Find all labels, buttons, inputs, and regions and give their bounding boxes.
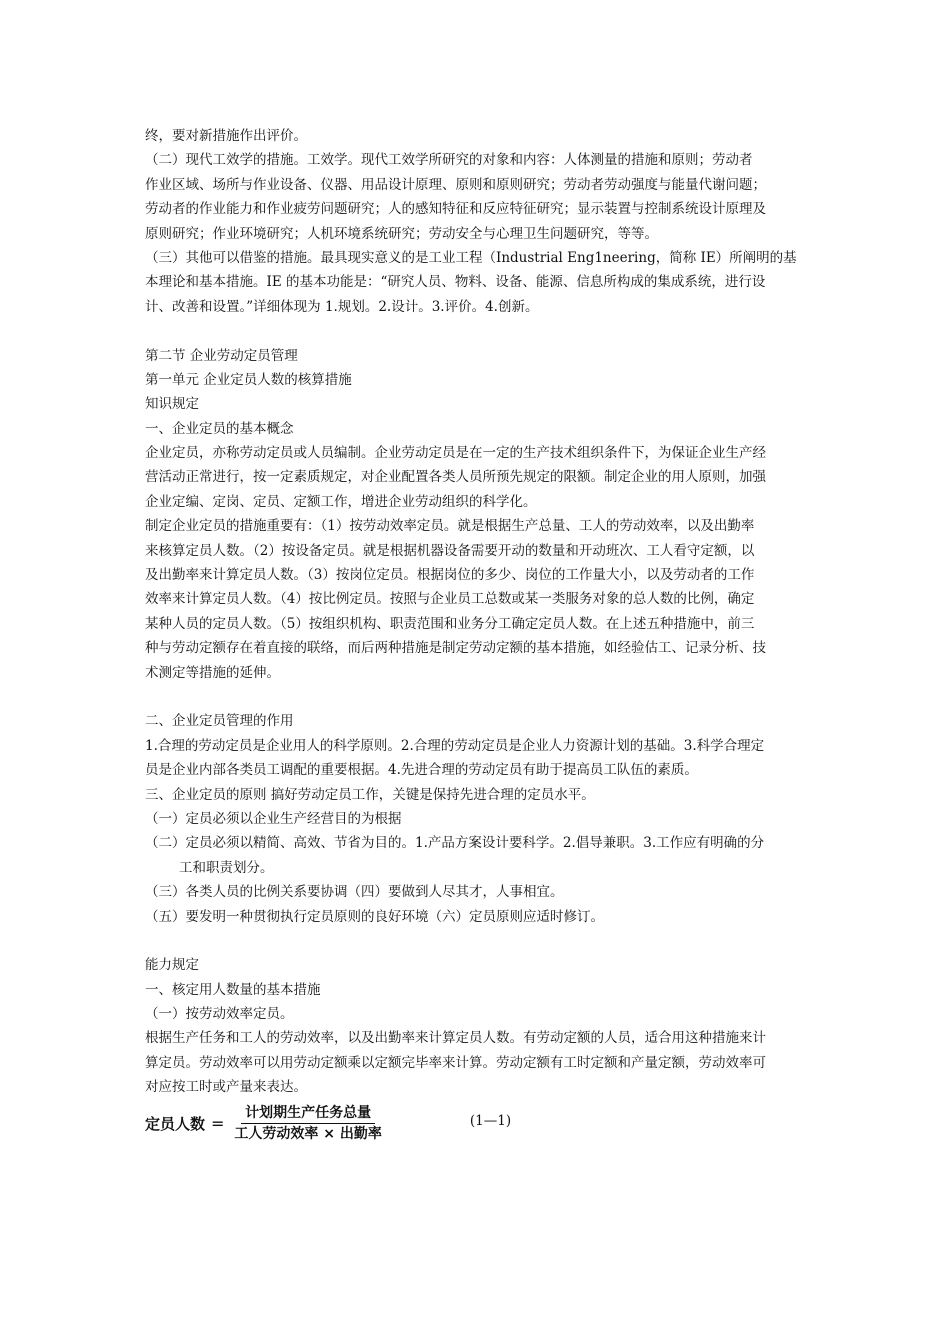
text-line: 终，要对新措施作出评价。 (145, 128, 307, 144)
text-line: 本理论和基本措施。IE 的基本功能是：“研究人员、物料、设备、能源、信息所构成的集成系统，进行设 (145, 274, 766, 291)
text-line: 企业定员，亦称劳动定员或人员编制。企业劳动定员是在一定的生产技术组织条件下，为保证企业生产经 (145, 445, 766, 462)
text-line: 种与劳动定额存在着直接的联络，而后两种措施是制定劳动定额的基本措施，如经验估工、记录分析、技 (145, 640, 766, 657)
subheading: 一、核定用人数量的基本措施 (145, 981, 321, 998)
text-line: 1.合理的劳动定员是企业用人的科学原则。2.合理的劳动定员是企业人力资源计划的基础。3.科学合理定 (145, 737, 765, 754)
text-line: 术测定等措施的延伸。 (145, 664, 280, 681)
text-line: （一）定员必须以企业生产经营目的为根据 (145, 810, 402, 827)
formula-number: (1—1) (469, 1112, 512, 1129)
text-line: （二）现代工效学的措施。工效学。现代工效学所研究的对象和内容：人体测量的措施和原则；劳动者 (145, 152, 753, 169)
subheading: 能力规定 (145, 957, 199, 974)
formula-equals: = (211, 1114, 225, 1134)
section-heading: 第二节 企业劳动定员管理 (145, 347, 298, 364)
text-line: 工和职责划分。 (179, 859, 274, 876)
text-line: 制定企业定员的措施重要有：（1）按劳动效率定员。就是根据生产总量、工人的劳动效率，以及出勤率 (145, 518, 755, 535)
text-line: 对应按工时或产量来表达。 (145, 1079, 307, 1096)
blank-line (145, 685, 815, 709)
formula-fraction (230, 1104, 385, 1143)
text-line: 某种人员的定员人数。（5）按组织机构、职责范围和业务分工确定定员人数。在上述五种措施中，前三 (145, 615, 755, 632)
text-line: （五）要发明一种贯彻执行定员原则的良好环境（六）定员原则应适时修订。 (145, 908, 604, 925)
text-line: 及出勤率来计算定员人数。（3）按岗位定员。根据岗位的多少、岗位的工作量大小，以及劳动者的工作 (145, 567, 755, 584)
text-line: 劳动者的作业能力和作业疲劳问题研究；人的感知特征和反应特征研究；显示装置与控制系统设计原理及 (145, 201, 766, 218)
formula-lhs: 定员人数 (145, 1115, 206, 1134)
document-body (145, 124, 815, 1144)
text-line: （一）按劳动效率定员。 (145, 1006, 294, 1023)
text-line: 作业区域、场所与作业设备、仪器、用品设计原理、原则和原则研究；劳动者劳动强度与能量代谢问题； (145, 176, 766, 193)
blank-line (145, 929, 815, 953)
subheading: 知识规定 (145, 396, 199, 413)
subheading: 一、企业定员的基本概念 (145, 420, 294, 437)
formula-denominator: 工人劳动效率 × 出勤率 (234, 1126, 382, 1143)
text-line: 原则研究；作业环境研究；人机环境系统研究；劳动安全与心理卫生问题研究，等等。 (145, 225, 658, 242)
text-line: 营活动正常进行，按一定素质规定，对企业配置各类人员所预先规定的限额。制定企业的用人原则，加强 (145, 469, 766, 486)
unit-heading: 第一单元 企业定员人数的核算措施 (145, 371, 352, 388)
text-line: （三）各类人员的比例关系要协调（四）要做到人尽其才，人事相宜。 (145, 884, 564, 901)
blank-line (145, 319, 815, 343)
text-line: 员是企业内部各类员工调配的重要根据。4.先进合理的劳动定员有助于提高员工队伍的素质。 (145, 762, 698, 779)
text-line: 根据生产任务和工人的劳动效率，以及出勤率来计算定员人数。有劳动定额的人员，适合用这种措施来计 (145, 1030, 766, 1047)
subheading: 三、企业定员的原则 搞好劳动定员工作，关键是保持先进合理的定员水平。 (145, 786, 595, 803)
formula-1-1 (145, 1104, 815, 1144)
subheading: 二、企业定员管理的作用 (145, 713, 294, 730)
text-line: 来核算定员人数。（2）按设备定员。就是根据机器设备需要开动的数量和开动班次、工人看守定额，以 (145, 542, 755, 559)
text-line: 计、改善和设置。”详细体现为 1.规划。2.设计。3.评价。4.创新。 (145, 298, 539, 315)
text-line: 算定员。劳动效率可以用劳动定额乘以定额完毕率来计算。劳动定额有工时定额和产量定额，劳动效率可 (145, 1054, 766, 1071)
text-line: （二）定员必须以精简、高效、节省为目的。1.产品方案设计要科学。2.倡导兼职。3.工作应有明确的分 (145, 835, 765, 852)
text-line: 效率来计算定员人数。（4）按比例定员。按照与企业员工总数或某一类服务对象的总人数的比例，确定 (145, 591, 755, 608)
text-line: 企业定编、定岗、定员、定额工作，增进企业劳动组织的科学化。 (145, 493, 537, 510)
text-line: （三）其他可以借鉴的措施。最具现实意义的是工业工程（Industrial Eng1neering，简称 IE）所阐明的基 (145, 249, 797, 266)
formula-numerator: 计划期生产任务总量 (241, 1104, 375, 1124)
